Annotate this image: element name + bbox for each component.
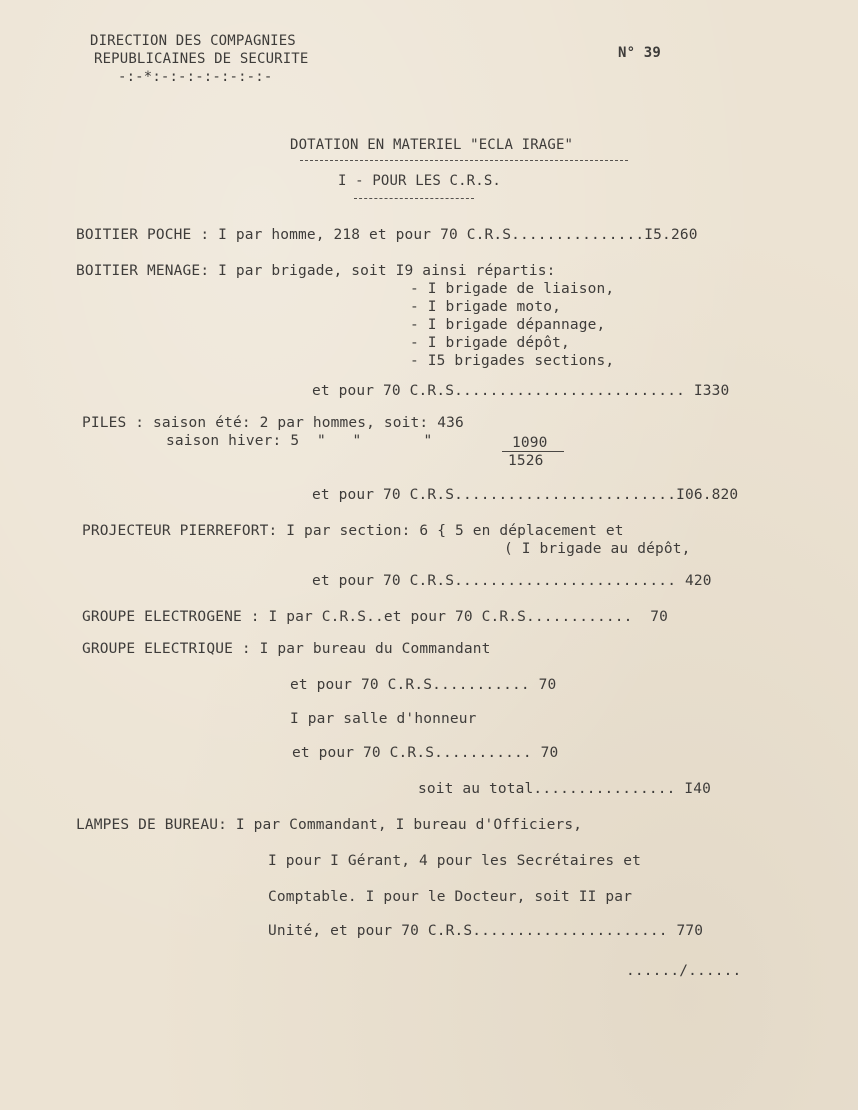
lampes-line-3: Comptable. I pour le Docteur, soit II par <box>268 889 633 905</box>
lampes-line-4: Unité, et pour 70 C.R.S...................... 770 <box>268 923 704 939</box>
electrique-line-c: et pour 70 C.R.S........... 70 <box>292 745 559 761</box>
piles-value-2: 1090 <box>512 435 548 451</box>
boitier-poche-line: BOITIER POCHE : I par homme, 218 et pour 70 C.R.S...............I5.260 <box>76 227 698 243</box>
electrique-line-a: et pour 70 C.R.S........... 70 <box>290 677 557 693</box>
menage-list-item: - I brigade dépannage, <box>410 317 606 333</box>
electrique-line-b: I par salle d'honneur <box>290 711 477 727</box>
lampes-line-2: I pour I Gérant, 4 pour les Secrétaires et <box>268 853 641 869</box>
piles-line-2: saison hiver: 5 " " " <box>166 433 433 449</box>
subtitle-separator <box>354 198 474 199</box>
continuation-mark: ....../...... <box>626 963 742 979</box>
piles-line-1: PILES : saison été: 2 par hommes, soit: 436 <box>82 415 464 431</box>
menage-list-item: - I brigade dépôt, <box>410 335 570 351</box>
projecteur-line-2: ( I brigade au dépôt, <box>504 541 691 557</box>
boitier-menage-line: BOITIER MENAGE: I par brigade, soit I9 ainsi répartis: <box>76 263 556 279</box>
groupe-electrique-line: GROUPE ELECTRIQUE : I par bureau du Commandant <box>82 641 491 657</box>
menage-list-item: - I5 brigades sections, <box>410 353 615 369</box>
page-number: N° 39 <box>618 45 661 61</box>
piles-total-line: et pour 70 C.R.S.........................I06.820 <box>312 487 739 503</box>
menage-list-item: - I brigade de liaison, <box>410 281 615 297</box>
projecteur-line-1: PROJECTEUR PIERREFORT: I par section: 6 { 5 en déplacement et <box>82 523 624 539</box>
document-title: DOTATION EN MATERIEL "ECLA IRAGE" <box>290 137 574 153</box>
title-separator <box>300 160 628 161</box>
menage-list-item: - I brigade moto, <box>410 299 561 315</box>
groupe-electrogene-line: GROUPE ELECTROGENE : I par C.R.S..et pour 70 C.R.S............ 70 <box>82 609 669 625</box>
org-line-2: REPUBLICAINES DE SECURITE <box>94 51 309 67</box>
piles-sum: 1526 <box>508 453 544 469</box>
org-line-1: DIRECTION DES COMPAGNIES <box>90 33 296 49</box>
org-line-3: -:-*:-:-:-:-:-:-:- <box>118 69 273 85</box>
electrique-total-line: soit au total................ I40 <box>418 781 712 797</box>
lampes-line-1: LAMPES DE BUREAU: I par Commandant, I bureau d'Officiers, <box>76 817 583 833</box>
projecteur-total-line: et pour 70 C.R.S......................... 420 <box>312 573 712 589</box>
document-subtitle: I - POUR LES C.R.S. <box>338 173 501 189</box>
menage-total-line: et pour 70 C.R.S.......................... I330 <box>312 383 730 399</box>
